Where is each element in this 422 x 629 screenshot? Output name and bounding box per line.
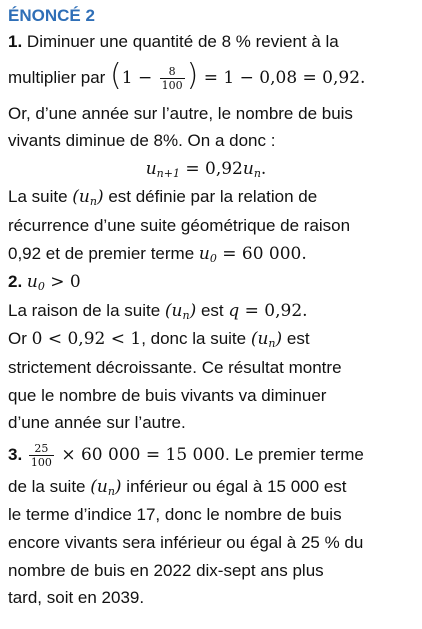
q3-line-3: le terme d’indice 17, donc le nombre de buis xyxy=(8,505,342,525)
section-heading: ÉNONCÉ 2 xyxy=(8,6,95,25)
q3-line-2: de la suite $(u_n)$ inférieur ou égal à 15 000 est xyxy=(8,476,347,498)
q1-line-3: Or, d’une année sur l’autre, le nombre de buis xyxy=(8,103,353,123)
q3-number: 3. xyxy=(8,444,23,464)
q1-line-4: vivants diminue de 8%. On a donc : xyxy=(8,131,276,151)
q1-number: 1. xyxy=(8,32,23,51)
q1-line-1: 1. Diminuer une quantité de 8 % revient à la xyxy=(8,32,339,51)
recurrence-equation: $u_{n+1} = 0,92u_n$. xyxy=(145,158,267,180)
q3-line-6: tard, soit en 2039. xyxy=(8,588,145,608)
fraction-8-over-100: $\frac{8}{100}$ xyxy=(161,64,183,92)
q2-line-6: d’une année sur l’autre. xyxy=(8,413,186,433)
q3-line-4: encore vivants sera inférieur ou égal à 25 % du xyxy=(8,532,364,552)
q2-line-3: Or 0 < 0,92 < 1, donc la suite $(u_n)$ est xyxy=(8,329,310,351)
q3-line-1: 3. $\frac{25}{100}$ × 60 000 = 15 000. Le premier terme xyxy=(8,441,364,469)
q3-line-5: nombre de buis en 2022 dix-sept ans plus xyxy=(8,560,324,580)
q2-line-2: La raison de la suite $(u_n)$ est q = 0,92. xyxy=(8,300,308,322)
close-paren: ) xyxy=(186,58,199,94)
q1-line-8: 0,92 et de premier terme $u_0 = 60$ 000. xyxy=(8,243,307,265)
q1-line-7: récurrence d’une suite géométrique de raison xyxy=(8,215,351,235)
q2-line-4: strictement décroissante. Ce résultat montre xyxy=(8,357,342,377)
q2-line-1: 2. $u_0 > 0$ xyxy=(8,272,81,294)
open-paren: ( xyxy=(110,58,122,94)
q2-line-5: que le nombre de buis vivants va diminuer xyxy=(8,385,327,405)
q1-line-2: multiplier par (1 − $\frac{8}{100}$ ) = 1 − 0,08 = 0,92. xyxy=(8,58,366,94)
q2-number: 2. xyxy=(8,272,23,292)
fraction-25-over-100: $\frac{25}{100}$ xyxy=(30,441,52,469)
q1-line-6: La suite $(u_n)$ est définie par la relation de xyxy=(8,187,318,209)
